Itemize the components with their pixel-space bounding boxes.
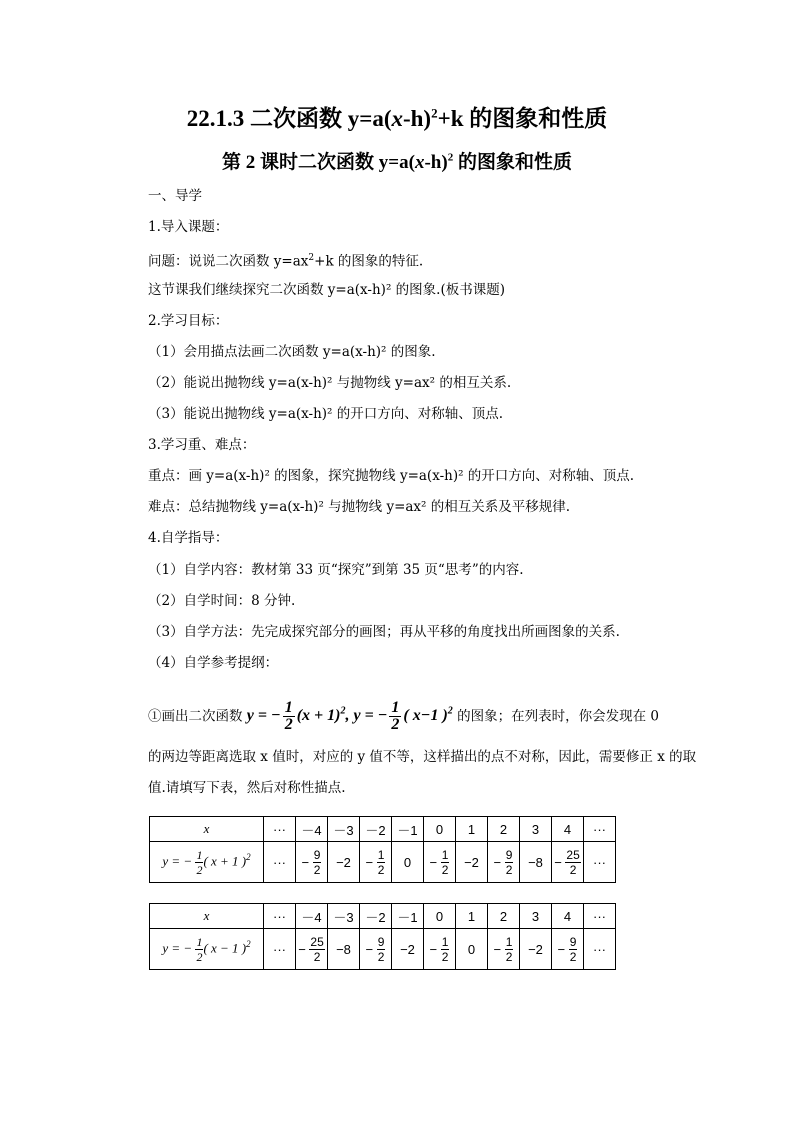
table-cell: − $\frac{9}{2}$ (296, 842, 328, 883)
table-cell: －1 (392, 817, 424, 842)
table-cell: －1 (392, 904, 424, 929)
table-cell: 4 (552, 904, 584, 929)
table-cell: − $\frac{9}{2}$ (552, 929, 584, 970)
table-cell: 0 (424, 904, 456, 929)
table-cell: ··· (264, 929, 296, 970)
table-cell: − $\frac{9}{2}$ (488, 842, 520, 883)
table-row (150, 817, 616, 842)
table-cell: − $\frac{1}{2}$ (360, 842, 392, 883)
table-cell: ··· (584, 817, 616, 842)
task-line: ①画出二次函数 y = − $\frac{1}{2}$ $(x + 1)^2$, y = − $\frac{1}{2}$ ( x−1 )$^2$ 的图象；在列表时，你会发现在 0 (148, 699, 659, 734)
table-cell: －2 (360, 817, 392, 842)
guide-item: （3）自学方法：先完成探究部分的画图；再从平移的角度找出所画图象的关系. (148, 624, 620, 640)
table-cell: −8 (520, 842, 552, 883)
table-cell: − $\frac{1}{2}$ (424, 929, 456, 970)
table-cell: −8 (328, 929, 360, 970)
table-cell: −2 (456, 842, 488, 883)
table-cell: 0 (456, 929, 488, 970)
table-cell: ··· (584, 904, 616, 929)
table-cell: −2 (328, 842, 360, 883)
table-header-cell: x (150, 817, 264, 842)
table-cell: －2 (360, 904, 392, 929)
table-cell: 2 (488, 904, 520, 929)
table-row (150, 929, 616, 970)
table-cell: 3 (520, 904, 552, 929)
guide-item: （1）自学内容：教材第 33 页“探究”到第 35 页“思考”的内容. (148, 562, 524, 578)
table-cell: −2 (392, 929, 424, 970)
table-cell: − $\frac{25}{2}$ (296, 929, 328, 970)
section-heading: 一、导学 (148, 188, 202, 204)
table-cell: 3 (520, 817, 552, 842)
formula-1: y = − $\frac{1}{2}$ $(x + 1)^2$, y = − $\frac{1}{2}$ ( x−1 )$^2$ (246, 699, 453, 734)
table-cell: －3 (328, 817, 360, 842)
goal-item: （3）能说出抛物线 y=a(x-h)² 的开口方向、对称轴、顶点. (148, 406, 504, 422)
table-row-label: y = − $\frac{1}{2}$ ( x + 1 )$^2$ (150, 842, 264, 883)
goal-item: （1）会用描点法画二次函数 y=a(x-h)² 的图象. (148, 344, 436, 360)
guide-item: （4）自学参考提纲： (148, 655, 279, 671)
page-subtitle: 第 2 课时二次函数 $y=a(x-h)^2$ 的图象和性质 (222, 151, 572, 173)
table-cell: 1 (456, 817, 488, 842)
table-cell: －4 (296, 817, 328, 842)
goal-item: （2）能说出抛物线 y=a(x-h)² 与抛物线 y=ax² 的相互关系. (148, 375, 512, 391)
task-text: 的两边等距离选取 x 值时，对应的 y 值不等，这样描出的点不对称，因此，需要修正 x 的取 (148, 749, 697, 765)
section-heading: 2.学习目标： (148, 313, 229, 329)
table-cell: − $\frac{9}{2}$ (360, 929, 392, 970)
table-cell: 0 (392, 842, 424, 883)
table-cell: ··· (264, 904, 296, 929)
table-cell: 1 (456, 904, 488, 929)
key-point-text: 重点：画 y=a(x-h)² 的图象，探究抛物线 y=a(x-h)² 的开口方向、对称轴、顶点. (148, 468, 635, 484)
value-table-1 (149, 816, 616, 883)
value-table-2 (149, 903, 616, 970)
table-cell: 0 (424, 817, 456, 842)
section-heading: 3.学习重、难点： (148, 437, 256, 453)
table-row (150, 842, 616, 883)
table-cell: 2 (488, 817, 520, 842)
guide-item: （2）自学时间：8 分钟. (148, 593, 296, 609)
table-cell: − $\frac{1}{2}$ (424, 842, 456, 883)
table-cell: − $\frac{25}{2}$ (552, 842, 584, 883)
table-cell: ··· (264, 817, 296, 842)
section-heading: 1.导入课题： (148, 219, 229, 235)
page-title: 22.1.3 二次函数 $y=a(x-h)^2+k$ 的图象和性质 (186, 105, 608, 131)
question-text: 问题：说说二次函数 $y=ax^2+k$ 的图象的特征. (148, 253, 424, 270)
table-header-cell: x (150, 904, 264, 929)
task-text: 值.请填写下表，然后对称性描点. (148, 780, 346, 796)
table-row (150, 904, 616, 929)
section-heading: 4.自学指导： (148, 530, 229, 546)
table-cell: ··· (264, 842, 296, 883)
table-cell: −2 (520, 929, 552, 970)
table-cell: ··· (584, 929, 616, 970)
table-cell: －4 (296, 904, 328, 929)
table-cell: ··· (584, 842, 616, 883)
table-row-label: y = − $\frac{1}{2}$ ( x − 1 )$^2$ (150, 929, 264, 970)
table-cell: − $\frac{1}{2}$ (488, 929, 520, 970)
table-cell: －3 (328, 904, 360, 929)
table-cell: 4 (552, 817, 584, 842)
intro-text: 这节课我们继续探究二次函数 y=a(x-h)² 的图象.(板书课题) (148, 282, 505, 298)
difficulty-text: 难点：总结抛物线 y=a(x-h)² 与抛物线 y=ax² 的相互关系及平移规律. (148, 499, 571, 515)
